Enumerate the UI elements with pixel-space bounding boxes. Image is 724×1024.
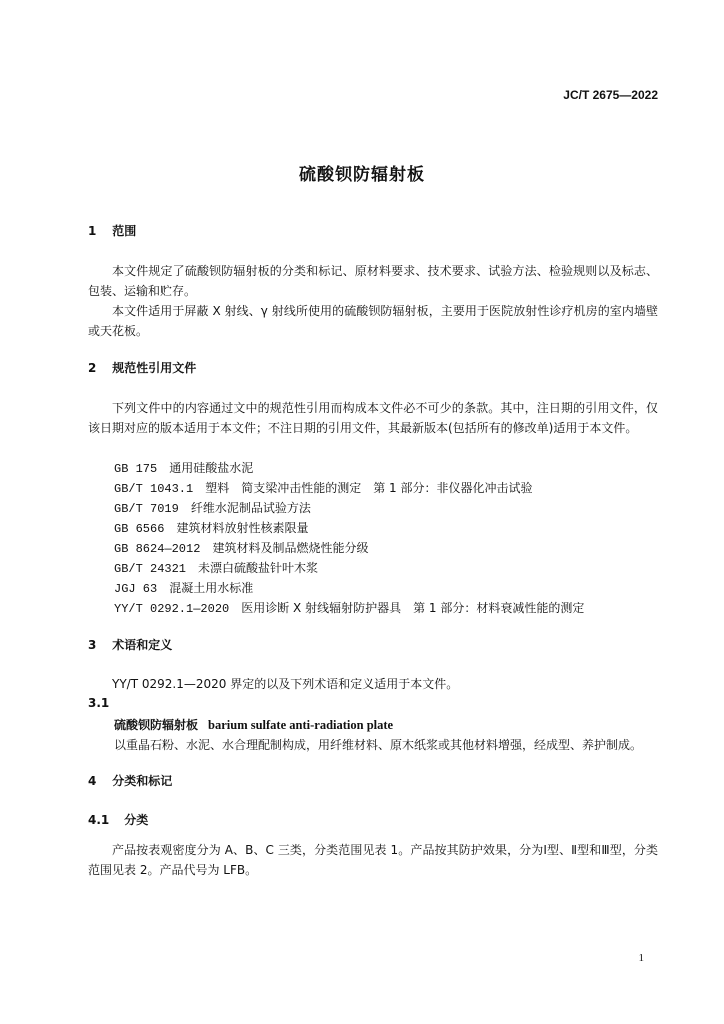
subsection-heading-classification xyxy=(88,811,148,828)
paragraph: 下列文件中的内容通过文中的规范性引用而构成本文件必不可少的条款。其中，注日期的引用文件，仅该日期对应的版本适用于本文件；不注日期的引用文件，其最新版本(包括所有的修改单)适用于本文件。 xyxy=(88,401,658,435)
section-heading-classification xyxy=(88,772,172,789)
paragraph: 本文件规定了硫酸钡防辐射板的分类和标记、原材料要求、技术要求、试验方法、检验规则以及标志、包装、运输和贮存。 xyxy=(88,264,658,298)
paragraph: YY/T 0292.1—2020 界定的以及下列术语和定义适用于本文件。 xyxy=(112,677,459,691)
document-title: 硫酸钡防辐射板 xyxy=(299,165,425,185)
reference-item xyxy=(114,518,308,539)
section-number: 3 xyxy=(88,638,97,652)
section-heading-terms xyxy=(88,636,172,653)
term-english: barium sulfate anti-radiation plate xyxy=(208,718,394,732)
reference-item xyxy=(114,558,318,579)
reference-code: GB 6566 xyxy=(114,522,165,536)
section-title: 规范性引用文件 xyxy=(112,361,197,375)
reference-code: GB 8624—2012 xyxy=(114,542,201,556)
reference-item xyxy=(114,498,311,519)
reference-title: 建筑材料放射性核素限量 xyxy=(176,521,309,535)
section-heading-scope xyxy=(88,222,136,239)
reference-item xyxy=(114,578,253,599)
subsection-title: 分类 xyxy=(124,813,149,827)
reference-title: 通用硅酸盐水泥 xyxy=(169,461,254,475)
section-title: 术语和定义 xyxy=(112,638,173,652)
section-title: 分类和标记 xyxy=(112,774,173,788)
paragraph: 产品按表观密度分为 A、B、C 三类，分类范围见表 1。产品按其防护效果，分为Ⅰ型、Ⅱ型和Ⅲ型，分类范围见表 2。产品代号为 LFB。 xyxy=(88,843,658,877)
reference-title: 塑料 简支梁冲击性能的测定 第 1 部分：非仪器化冲击试验 xyxy=(205,481,533,495)
reference-title: 混凝土用水标准 xyxy=(169,581,254,595)
reference-code: GB/T 24321 xyxy=(114,562,187,576)
paragraph: 本文件适用于屏蔽 X 射线、γ 射线所使用的硫酸钡防辐射板，主要用于医院放射性诊疗机房的室内墙壁或天花板。 xyxy=(88,304,658,338)
term-entry xyxy=(114,716,393,733)
section-heading-references xyxy=(88,359,196,376)
reference-item xyxy=(114,458,253,479)
term-definition: 以重晶石粉、水泥、水合理配制构成，用纤维材料、原木纸浆或其他材料增强，经成型、养护制成。 xyxy=(114,738,643,752)
reference-code: YY/T 0292.1—2020 xyxy=(114,602,230,616)
reference-code: GB 175 xyxy=(114,462,158,476)
term-entry-number: 3.1 xyxy=(88,696,110,710)
page-number: 1 xyxy=(638,952,644,964)
reference-item xyxy=(114,478,533,499)
standard-code: JC/T 2675—2022 xyxy=(563,88,658,102)
subsection-number: 4.1 xyxy=(88,813,110,827)
reference-title: 医用诊断 X 射线辐射防护器具 第 1 部分：材料衰减性能的测定 xyxy=(241,601,585,615)
section-number: 4 xyxy=(88,774,97,788)
reference-title: 建筑材料及制品燃烧性能分级 xyxy=(212,541,369,555)
section-title: 范围 xyxy=(112,224,137,238)
term-chinese: 硫酸钡防辐射板 xyxy=(114,718,199,732)
reference-title: 未漂白硫酸盐针叶木浆 xyxy=(198,561,319,575)
section-number: 1 xyxy=(88,224,97,238)
reference-code: GB/T 7019 xyxy=(114,502,179,516)
reference-item xyxy=(114,598,584,619)
reference-code: JGJ 63 xyxy=(114,582,158,596)
reference-title: 纤维水泥制品试验方法 xyxy=(190,501,311,515)
reference-code: GB/T 1043.1 xyxy=(114,482,194,496)
reference-item xyxy=(114,538,368,559)
section-number: 2 xyxy=(88,361,97,375)
